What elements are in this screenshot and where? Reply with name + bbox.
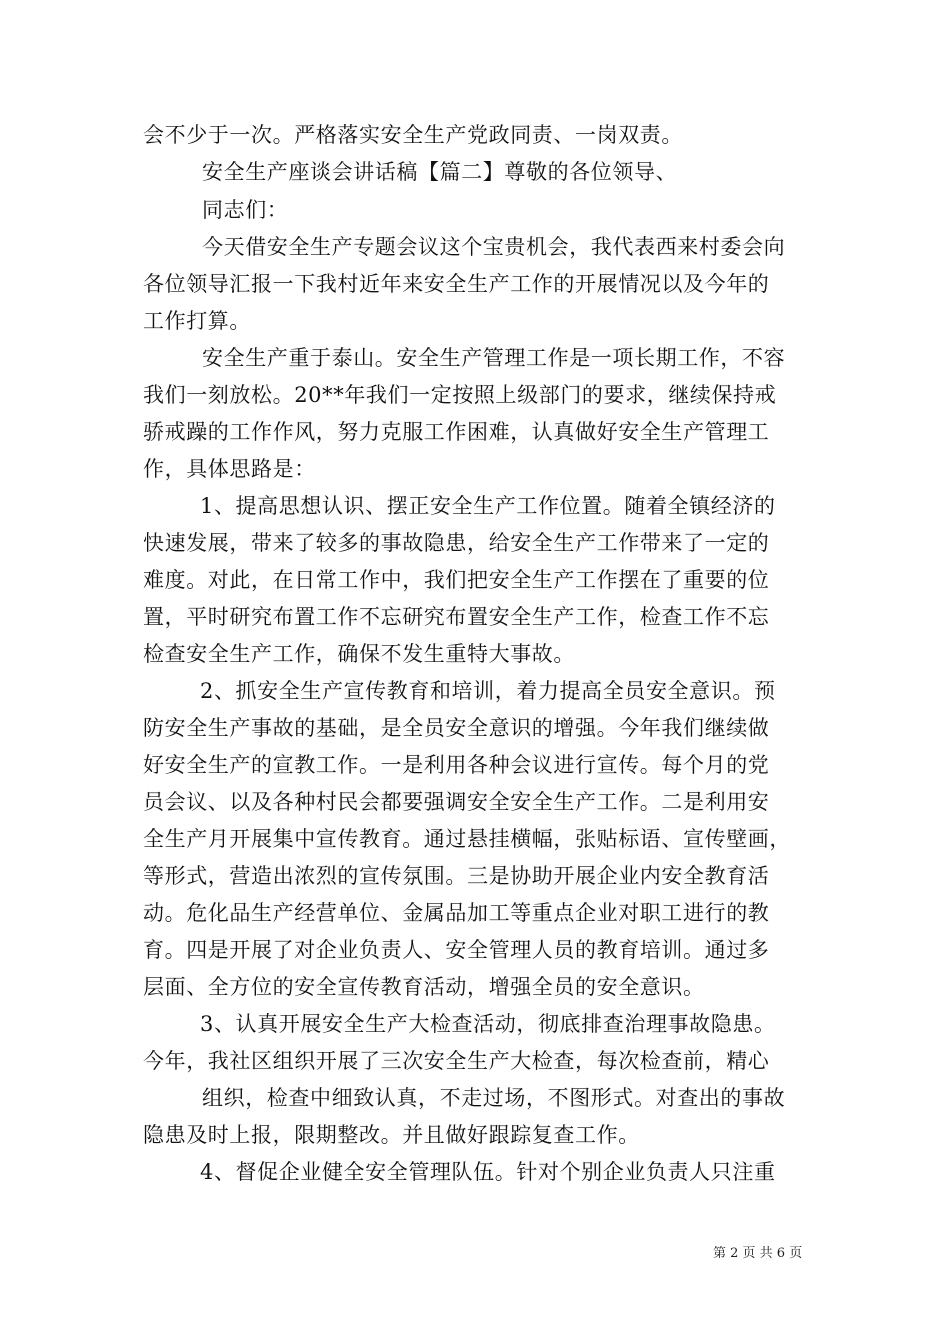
page-number: 第 2 页 共 6 页 [713,1246,803,1261]
paragraph-line: 全生产月开展集中宣传教育。通过悬挂横幅，张贴标语、宣传壁画， [143,827,791,851]
section-heading: 安全生产座谈会讲话稿【篇二】尊敬的各位领导、 [202,160,678,184]
paragraph-line: 防安全生产事故的基础，是全员安全意识的增强。今年我们继续做 [143,716,770,740]
paragraph-line: 好安全生产的宣教工作。一是利用各种会议进行宣传。每个月的党 [143,753,770,777]
paragraph-line: 隐患及时上报，限期整改。并且做好跟踪复查工作。 [143,1123,640,1147]
paragraph-line: 我们一刻放松。20**年我们一定按照上级部门的要求，继续保持戒 [143,383,777,407]
paragraph-line: 各位领导汇报一下我村近年来安全生产工作的开展情况以及今年的 [143,272,770,296]
paragraph-line: 会不少于一次。严格落实安全生产党政同责、一岗双责。 [143,123,683,147]
paragraph-line: 4、督促企业健全安全管理队伍。针对个别企业负责人只注重 [200,1160,776,1184]
paragraph-line: 骄戒躁的工作作风，努力克服工作困难，认真做好安全生产管理工 [143,420,770,444]
paragraph-line: 员会议、以及各种村民会都要强调安全安全生产工作。二是利用安 [143,790,770,814]
paragraph-line: 难度。对此，在日常工作中，我们把安全生产工作摆在了重要的位 [143,568,770,592]
paragraph-line: 组织，检查中细致认真，不走过场，不图形式。对查出的事故 [202,1086,786,1110]
paragraph-line: 动。危化品生产经营单位、金属品加工等重点企业对职工进行的教 [143,901,770,925]
paragraph-line: 1、提高思想认识、摆正安全生产工作位置。随着全镇经济的 [200,494,776,518]
paragraph-line: 工作打算。 [143,309,251,333]
paragraph-line: 检查安全生产工作，确保不发生重特大事故。 [143,642,575,666]
paragraph-line: 层面、全方位的安全宣传教育活动，增强全员的安全意识。 [143,975,705,999]
paragraph-line: 置，平时研究布置工作不忘研究布置安全生产工作，检查工作不忘 [143,605,770,629]
paragraph-line: 今年，我社区组织开展了三次安全生产大检查，每次检查前，精心 [143,1049,770,1073]
paragraph-line: 安全生产重于泰山。安全生产管理工作是一项长期工作，不容 [202,346,786,370]
paragraph-line: 今天借安全生产专题会议这个宝贵机会，我代表西来村委会向 [202,235,786,259]
paragraph-line: 作，具体思路是： [143,457,316,481]
salutation: 同志们： [202,198,289,222]
paragraph-line: 2、抓安全生产宣传教育和培训，着力提高全员安全意识。预 [200,679,776,703]
paragraph-line: 快速发展，带来了较多的事故隐患，给安全生产工作带来了一定的 [143,531,770,555]
paragraph-line: 3、认真开展安全生产大检查活动，彻底排查治理事故隐患。 [200,1012,776,1036]
paragraph-line: 育。四是开展了对企业负责人、安全管理人员的教育培训。通过多 [143,938,770,962]
paragraph-line: 等形式，营造出浓烈的宣传氛围。三是协助开展企业内安全教育活 [143,864,770,888]
